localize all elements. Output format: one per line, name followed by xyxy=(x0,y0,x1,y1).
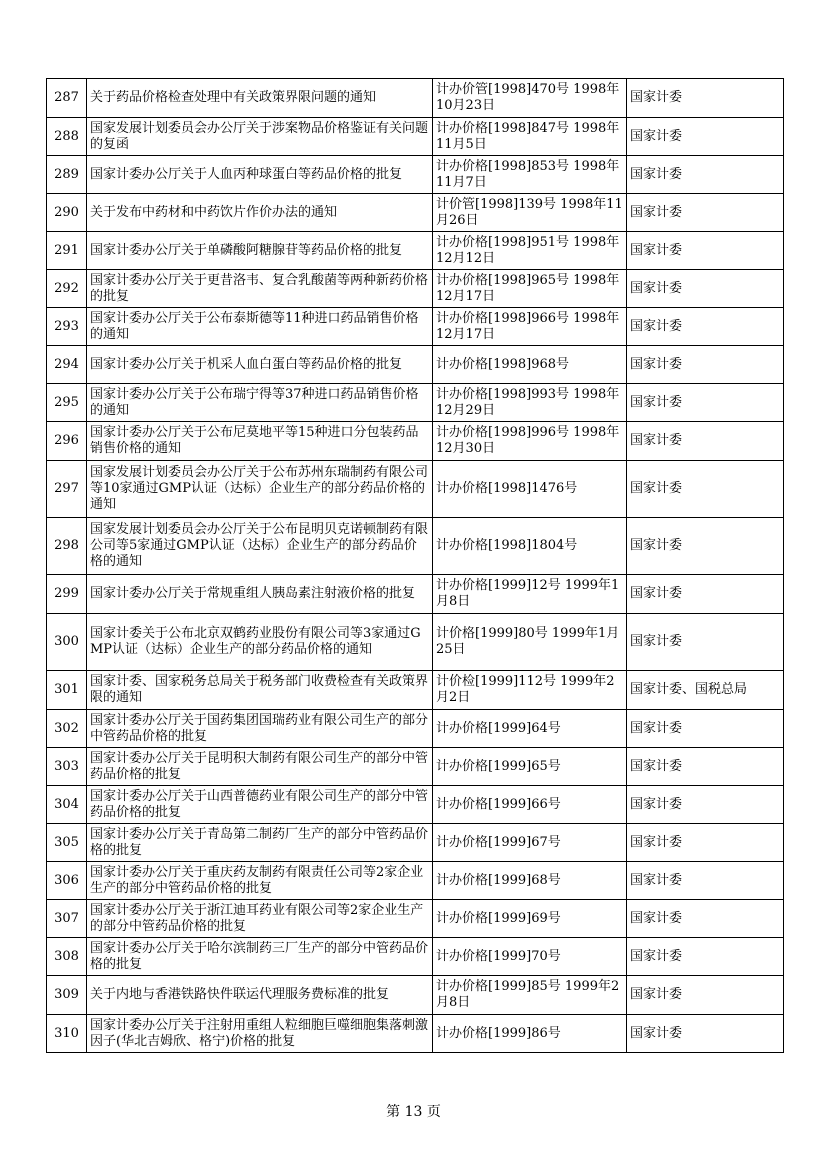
row-document-number: 计办价格[1998]951号 1998年12月12日 xyxy=(433,232,627,270)
row-department: 国家计委 xyxy=(627,518,784,575)
row-title: 国家计委、国家税务总局关于税务部门收费检查有关政策界限的通知 xyxy=(87,671,433,710)
row-title: 国家计委办公厅关于国药集团国瑞药业有限公司生产的部分中管药品价格的批复 xyxy=(87,710,433,748)
row-department: 国家计委 xyxy=(627,900,784,938)
row-department: 国家计委 xyxy=(627,118,784,156)
row-number: 309 xyxy=(47,976,87,1015)
row-department: 国家计委 xyxy=(627,614,784,671)
row-title: 国家计委办公厅关于单磷酸阿糖腺苷等药品价格的批复 xyxy=(87,232,433,270)
row-number: 290 xyxy=(47,194,87,232)
row-number: 304 xyxy=(47,786,87,824)
row-title: 国家计委办公厅关于公布尼莫地平等15种进口分包装药品销售价格的通知 xyxy=(87,422,433,461)
row-title: 国家计委办公厅关于机采人血白蛋白等药品价格的批复 xyxy=(87,346,433,384)
table-row xyxy=(47,156,784,194)
row-number: 310 xyxy=(47,1015,87,1053)
row-document-number: 计办价格[1999]66号 xyxy=(433,786,627,824)
row-title: 国家计委办公厅关于注射用重组人粒细胞巨噬细胞集落刺激因子(华北吉姆欣、格宁)价格的批复 xyxy=(87,1015,433,1053)
row-department: 国家计委 xyxy=(627,79,784,118)
row-document-number: 计办价管[1998]470号 1998年10月23日 xyxy=(433,79,627,118)
document-table xyxy=(46,78,784,1053)
row-title: 国家计委办公厅关于青岛第二制药厂生产的部分中管药品价格的批复 xyxy=(87,824,433,862)
table-row xyxy=(47,346,784,384)
row-title: 国家计委办公厅关于常规重组人胰岛素注射液价格的批复 xyxy=(87,575,433,614)
row-title: 国家发展计划委员会办公厅关于公布昆明贝克诺顿制药有限公司等5家通过GMP认证（达标）企业生产的部分药品价格的通知 xyxy=(87,518,433,575)
row-document-number: 计办价格[1998]996号 1998年12月30日 xyxy=(433,422,627,461)
table-row xyxy=(47,79,784,118)
row-number: 287 xyxy=(47,79,87,118)
row-department: 国家计委 xyxy=(627,938,784,976)
row-document-number: 计办价格[1998]853号 1998年11月7日 xyxy=(433,156,627,194)
table-row xyxy=(47,862,784,900)
row-document-number: 计办价格[1999]68号 xyxy=(433,862,627,900)
table-row xyxy=(47,118,784,156)
page-footer: 第 13 页 xyxy=(386,1104,441,1120)
row-document-number: 计办价格[1998]968号 xyxy=(433,346,627,384)
row-number: 306 xyxy=(47,862,87,900)
row-department: 国家计委 xyxy=(627,194,784,232)
row-document-number: 计办价格[1998]1476号 xyxy=(433,461,627,518)
row-department: 国家计委、国税总局 xyxy=(627,671,784,710)
row-document-number: 计办价格[1999]65号 xyxy=(433,748,627,786)
row-document-number: 计办价格[1998]993号 1998年12月29日 xyxy=(433,384,627,422)
row-number: 295 xyxy=(47,384,87,422)
row-number: 297 xyxy=(47,461,87,518)
row-number: 299 xyxy=(47,575,87,614)
row-title: 国家计委办公厅关于更昔洛韦、复合乳酸菌等两种新药价格的批复 xyxy=(87,270,433,308)
row-document-number: 计办价格[1999]86号 xyxy=(433,1015,627,1053)
row-title: 国家计委办公厅关于公布瑞宁得等37种进口药品销售价格的通知 xyxy=(87,384,433,422)
row-title: 国家计委办公厅关于公布泰斯德等11种进口药品销售价格的通知 xyxy=(87,308,433,346)
row-department: 国家计委 xyxy=(627,384,784,422)
table-row xyxy=(47,671,784,710)
row-document-number: 计办价格[1998]966号 1998年12月17日 xyxy=(433,308,627,346)
row-title: 国家发展计划委员会办公厅关于公布苏州东瑞制药有限公司等10家通过GMP认证（达标）企业生产的部分药品价格的通知 xyxy=(87,461,433,518)
row-title: 国家计委办公厅关于昆明积大制药有限公司生产的部分中管药品价格的批复 xyxy=(87,748,433,786)
table-row xyxy=(47,748,784,786)
table-row xyxy=(47,900,784,938)
row-title: 国家计委办公厅关于人血丙种球蛋白等药品价格的批复 xyxy=(87,156,433,194)
row-number: 302 xyxy=(47,710,87,748)
table-row xyxy=(47,270,784,308)
row-number: 307 xyxy=(47,900,87,938)
table-row xyxy=(47,938,784,976)
table-row xyxy=(47,824,784,862)
row-document-number: 计办价格[1999]85号 1999年2月8日 xyxy=(433,976,627,1015)
row-department: 国家计委 xyxy=(627,976,784,1015)
row-title: 关于药品价格检查处理中有关政策界限问题的通知 xyxy=(87,79,433,118)
row-document-number: 计办价格[1998]847号 1998年11月5日 xyxy=(433,118,627,156)
table-row xyxy=(47,786,784,824)
row-title: 国家计委关于公布北京双鹤药业股份有限公司等3家通过GMP认证（达标）企业生产的部分药品价格的通知 xyxy=(87,614,433,671)
row-title: 关于发布中药材和中药饮片作价办法的通知 xyxy=(87,194,433,232)
table-row xyxy=(47,976,784,1015)
row-document-number: 计办价格[1999]69号 xyxy=(433,900,627,938)
row-department: 国家计委 xyxy=(627,710,784,748)
table-row xyxy=(47,710,784,748)
row-document-number: 计办价格[1998]1804号 xyxy=(433,518,627,575)
row-number: 301 xyxy=(47,671,87,710)
row-number: 296 xyxy=(47,422,87,461)
table-row xyxy=(47,232,784,270)
row-department: 国家计委 xyxy=(627,422,784,461)
row-title: 关于内地与香港铁路快件联运代理服务费标准的批复 xyxy=(87,976,433,1015)
row-number: 289 xyxy=(47,156,87,194)
row-document-number: 计办价格[1998]965号 1998年12月17日 xyxy=(433,270,627,308)
row-number: 293 xyxy=(47,308,87,346)
row-document-number: 计价格[1999]80号 1999年1月25日 xyxy=(433,614,627,671)
row-title: 国家发展计划委员会办公厅关于涉案物品价格鉴证有关问题的复函 xyxy=(87,118,433,156)
table-row xyxy=(47,461,784,518)
table-row xyxy=(47,1015,784,1053)
row-number: 300 xyxy=(47,614,87,671)
table-row xyxy=(47,518,784,575)
row-title: 国家计委办公厅关于山西普德药业有限公司生产的部分中管药品价格的批复 xyxy=(87,786,433,824)
row-department: 国家计委 xyxy=(627,786,784,824)
row-department: 国家计委 xyxy=(627,270,784,308)
row-document-number: 计价管[1998]139号 1998年11月26日 xyxy=(433,194,627,232)
row-document-number: 计价检[1999]112号 1999年2月2日 xyxy=(433,671,627,710)
row-number: 291 xyxy=(47,232,87,270)
table-row xyxy=(47,614,784,671)
table-row xyxy=(47,194,784,232)
row-department: 国家计委 xyxy=(627,461,784,518)
table-row xyxy=(47,308,784,346)
row-department: 国家计委 xyxy=(627,748,784,786)
row-document-number: 计办价格[1999]64号 xyxy=(433,710,627,748)
row-department: 国家计委 xyxy=(627,156,784,194)
row-number: 288 xyxy=(47,118,87,156)
row-number: 298 xyxy=(47,518,87,575)
row-department: 国家计委 xyxy=(627,575,784,614)
row-department: 国家计委 xyxy=(627,862,784,900)
row-number: 292 xyxy=(47,270,87,308)
row-number: 308 xyxy=(47,938,87,976)
table-row xyxy=(47,422,784,461)
row-title: 国家计委办公厅关于浙江迪耳药业有限公司等2家企业生产的部分中管药品价格的批复 xyxy=(87,900,433,938)
row-number: 303 xyxy=(47,748,87,786)
row-department: 国家计委 xyxy=(627,824,784,862)
row-document-number: 计办价格[1999]67号 xyxy=(433,824,627,862)
row-number: 294 xyxy=(47,346,87,384)
row-department: 国家计委 xyxy=(627,232,784,270)
row-department: 国家计委 xyxy=(627,346,784,384)
row-title: 国家计委办公厅关于哈尔滨制药三厂生产的部分中管药品价格的批复 xyxy=(87,938,433,976)
row-title: 国家计委办公厅关于重庆药友制药有限责任公司等2家企业生产的部分中管药品价格的批复 xyxy=(87,862,433,900)
row-document-number: 计办价格[1999]70号 xyxy=(433,938,627,976)
row-department: 国家计委 xyxy=(627,308,784,346)
row-document-number: 计办价格[1999]12号 1999年1月8日 xyxy=(433,575,627,614)
table-row xyxy=(47,384,784,422)
row-department: 国家计委 xyxy=(627,1015,784,1053)
table-row xyxy=(47,575,784,614)
row-number: 305 xyxy=(47,824,87,862)
